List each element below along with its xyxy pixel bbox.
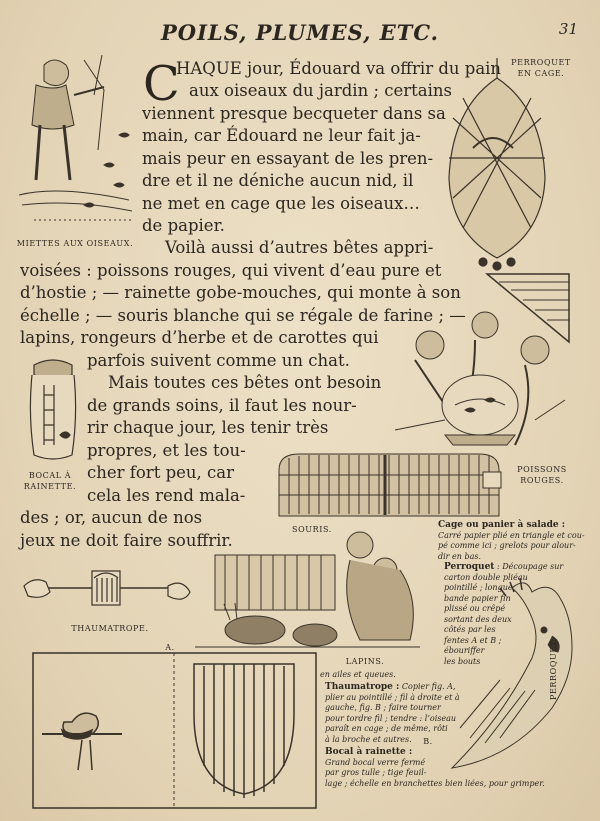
note-line: pé comme ici ; grelots pour alour- [438, 541, 576, 550]
caption-poissons: POISSONS ROUGES. [517, 465, 567, 485]
note-line: à la broche et autres. [325, 734, 412, 744]
note-line: fentes A et B ; [444, 635, 502, 645]
caption-fig-a: A. [165, 643, 175, 652]
frog-jar-illustration [24, 355, 82, 465]
body-line: HAQUE jour, Édouard va offrir du pain [176, 59, 502, 78]
body-line: Mais toutes ces bêtes ont besoin [108, 373, 382, 392]
thaumatrope-hands-illustration [22, 566, 192, 618]
note-line: pour tordre fil ; tendre : l’oiseau [325, 713, 457, 723]
body-line: jeux ne doit faire souffrir. [20, 531, 233, 550]
note-line: ébouriffer [444, 646, 485, 655]
note-line: Grand bocal verre fermé [325, 757, 426, 767]
body-line: de papier. [142, 216, 225, 235]
note-line: sortant des deux [444, 614, 512, 624]
note-line: plissé ou crêpé [444, 604, 506, 613]
note-title: Perroquet [444, 562, 495, 572]
body-line: voisées : poissons rouges, qui vivent d’eau pure et [20, 261, 442, 280]
note-perroquet [444, 562, 563, 667]
body-line: viennent presque becqueter dans sa [142, 104, 446, 123]
note-line: pointillé ; longue [444, 583, 513, 592]
note-line: Carré papier plié en triangle et cou- [438, 530, 585, 540]
caption-souris: SOURIS. [292, 525, 332, 534]
child-feeding-birds-illustration [14, 55, 138, 235]
note-line: côtés par les [444, 625, 496, 634]
caption-perroquet-side: PERROQUET. [549, 638, 558, 700]
body-line: propres, et les tou- [87, 441, 246, 460]
caption-fig-b: B. [423, 737, 433, 746]
caption-perroquet-cage: PERROQUET EN CAGE. [511, 58, 571, 78]
page-number: 31 [558, 20, 578, 38]
page-title: POILS, PLUMES, ETC. [160, 20, 439, 45]
note-title: Cage ou panier à salade : [438, 520, 566, 530]
body-line: parfois suivent comme un chat. [87, 351, 350, 370]
thaumatrope-figure-ab [32, 652, 317, 809]
note-bocal [325, 747, 545, 789]
note-line: par gros tulle ; tige feuil- [325, 768, 427, 777]
caption-lapins: LAPINS. [345, 657, 385, 666]
children-fishbowl-illustration [385, 310, 575, 460]
note-line: plier au pointillé ; fil à droite et à [325, 692, 460, 702]
body-line: dre et il ne déniche aucun nid, il [142, 171, 414, 190]
drop-cap: C [143, 56, 180, 112]
note-title: Thaumatrope : [325, 682, 400, 692]
body-line: des ; or, aucun de nos [20, 508, 203, 527]
body-line: cela les rend mala- [87, 486, 246, 505]
note-line: bande papier fin [444, 593, 511, 603]
body-line: Voilà aussi d’autres bêtes appri- [165, 238, 434, 257]
body-line: échelle ; — souris blanche qui se régale de farine ; — [20, 306, 466, 325]
note-line: gauche, fig. B ; faire tourner [325, 703, 441, 712]
note-line: dir en bas. [438, 551, 482, 561]
parrot-cage-illustration [443, 58, 551, 270]
body-line: lapins, rongeurs d’herbe et de carottes qui [20, 328, 379, 347]
body-line: de grands soins, il faut les nour- [87, 396, 357, 415]
mouse-cage-illustration [275, 450, 505, 522]
body-line: rir chaque jour, les tenir très [87, 418, 329, 437]
caption-miettes: MIETTES AUX OISEAUX. [16, 239, 134, 248]
note-line: carton double pliéau [444, 572, 528, 582]
body-line: cher fort peu, car [87, 463, 234, 482]
note-cage [438, 520, 585, 562]
note-line: : Découpage sur [497, 562, 564, 571]
children-rabbits-illustration [195, 525, 420, 653]
note-line: en ailes et queues. [320, 670, 396, 679]
caption-thaumatrope: THAUMATROPE. [71, 624, 149, 633]
caption-bocal: BOCAL À RAINETTE. [23, 471, 77, 491]
body-line: ne met en cage que les oiseaux… [142, 194, 420, 213]
body-line: aux oiseaux du jardin ; certains [189, 81, 452, 100]
note-thaumatrope [325, 682, 460, 745]
body-line: main, car Édouard ne leur fait ja- [142, 126, 421, 145]
body-line: d’hostie ; — rainette gobe-mouches, qui monte à son [20, 283, 461, 302]
body-line: mais peur en essayant de les pren- [142, 149, 434, 168]
note-line: Copier fig. A, [401, 682, 456, 691]
note-line: paraît en cage ; de même, rôti [325, 724, 448, 733]
note-line: lage ; échelle en branchettes bien liées, pour grimper. [325, 778, 545, 788]
note-title: Bocal à rainette : [325, 747, 413, 757]
note-line: les bouts [444, 656, 481, 666]
